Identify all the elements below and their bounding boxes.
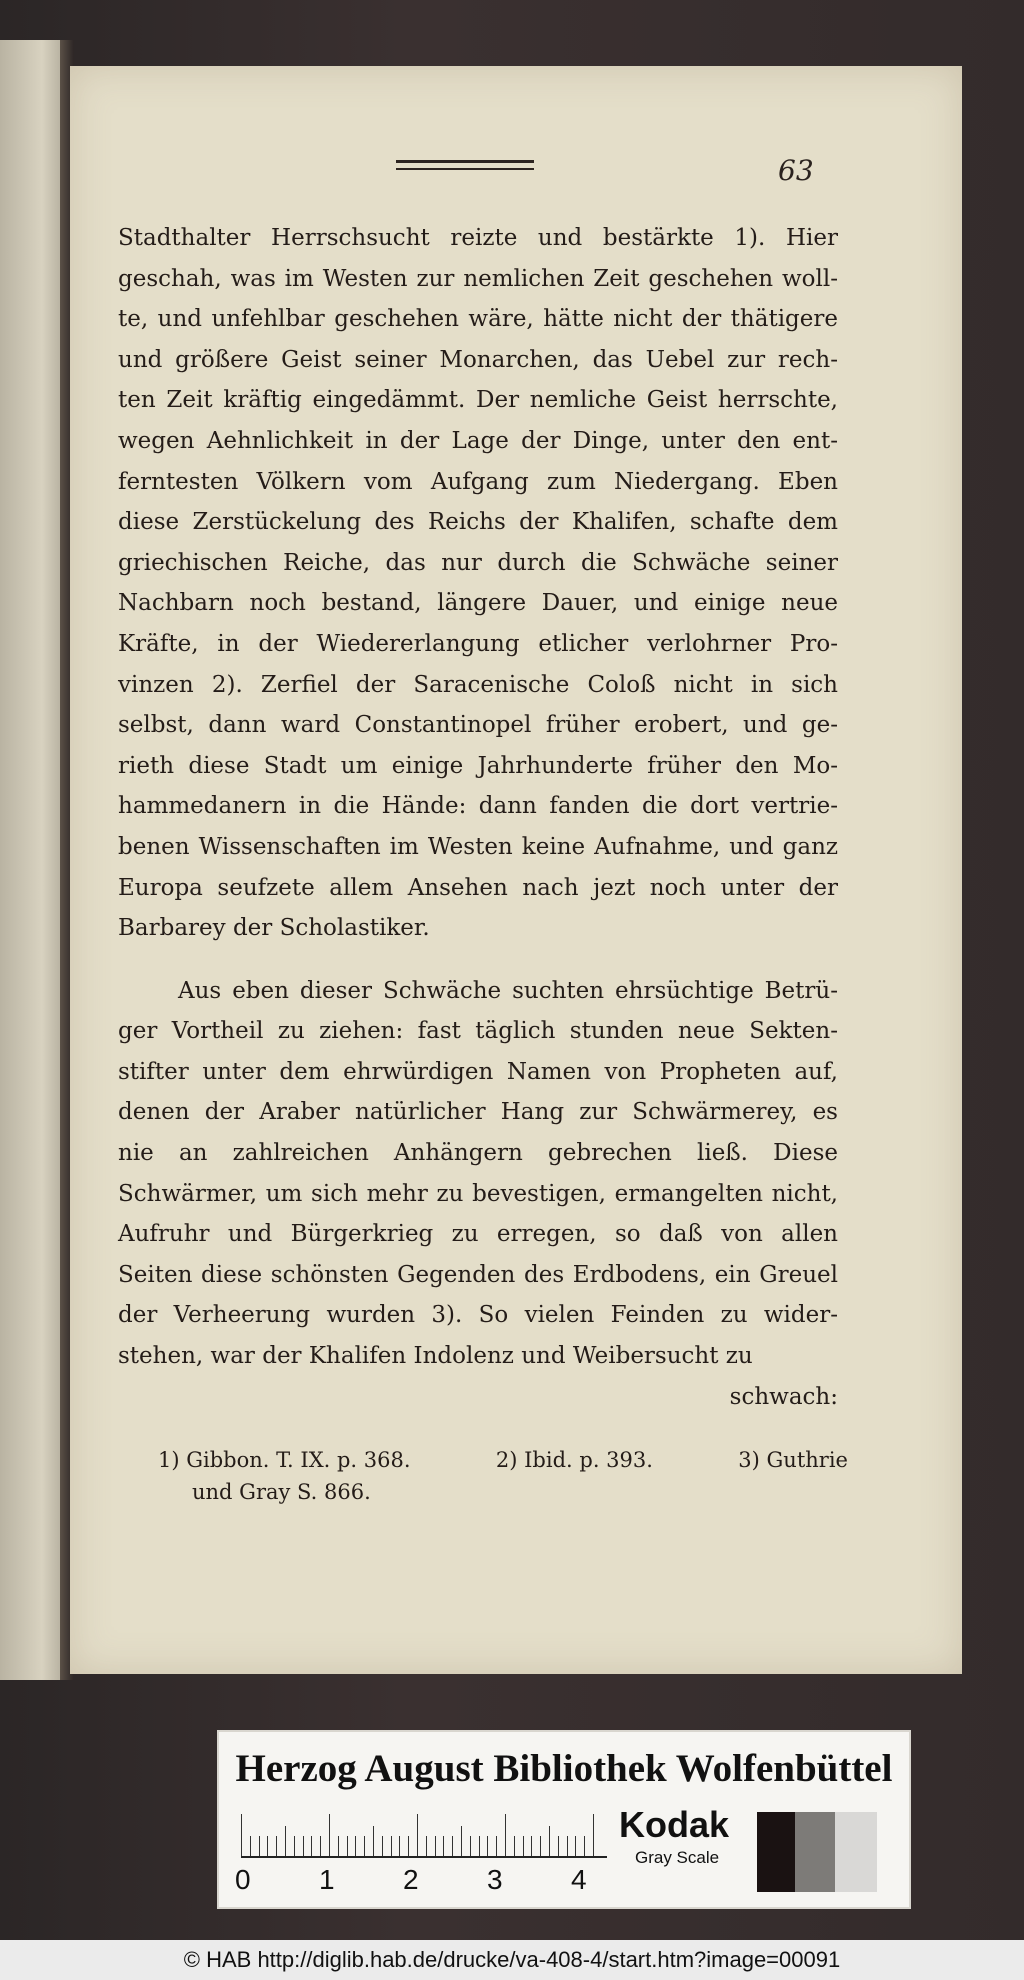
text-line: und größere Geist seiner Monarchen, das Uebel zur rech- [118,346,838,373]
ruler-tick [250,1836,251,1856]
text-line: geschah, was im Westen zur nemlichen Zeit geschehen woll- [118,265,838,292]
text-line: Europa seufzete allem Ansehen nach jezt noch unter der [118,874,838,901]
ruler-tick [338,1836,339,1856]
ruler-tick [426,1836,427,1856]
text-line: griechischen Reiche, das nur durch die Schwäche seiner [118,549,838,576]
ruler-tick [575,1836,576,1856]
text-line: selbst, dann ward Constantinopel früher erobert, und ge- [118,712,838,739]
text-line: Seiten diese schönsten Gegenden des Erdbodens, ein Greuel [118,1261,838,1288]
ruler-tick [443,1836,444,1856]
ruler-tick [311,1836,312,1856]
text-line: ferntesten Völkern vom Aufgang zum Niedergang. Eben [118,468,838,495]
text-line: benen Wissenschaften im Westen keine Aufnahme, und ganz [118,833,838,860]
text-line: stehen, war der Khalifen Indolenz und Weibersucht zu [118,1343,753,1370]
ruler-tick [523,1836,524,1856]
ruler-tick [320,1836,321,1856]
text-line: Schwärmer, um sich mehr zu bevestigen, ermangelten nicht, [118,1180,838,1207]
text-line: ger Vortheil zu ziehen: fast täglich stunden neue Sekten- [118,1018,838,1045]
ruler-tick [285,1826,286,1856]
ruler-tick [329,1814,330,1856]
ruler-label-4: 4 [571,1864,587,1895]
footnote-2: 2) Ibid. p. 393. [495,1448,653,1472]
gray-scale-label: Gray Scale [635,1848,720,1867]
ruler-tick [593,1814,594,1856]
ruler-tick [452,1836,453,1856]
ruler-tick [584,1836,585,1856]
ruler-label-2: 2 [403,1864,419,1895]
footnote-1: 1) Gibbon. T. IX. p. 368. [158,1448,411,1472]
color-calibration-card [217,1730,911,1909]
ruler-tick [487,1836,488,1856]
text-line: te, und unfehlbar geschehen wäre, hätte nicht der thätigere [118,306,838,333]
footnote-3: 3) Guthrie [738,1448,848,1472]
ruler-tick [303,1836,304,1856]
ruler-tick [531,1836,532,1856]
ruler-tick [417,1814,418,1856]
ruler-tick [347,1836,348,1856]
ruler-label-3: 3 [487,1864,503,1895]
scale-ruler [241,1812,607,1858]
text-line: der Verheerung wurden 3). So vielen Feinden zu wider- [118,1302,838,1329]
text-line: vinzen 2). Zerfiel der Saracenische Coloß nicht in sich [118,671,838,698]
text-line: denen der Araber natürlicher Hang zur Schwärmerey, es [118,1099,838,1126]
ruler-tick [505,1814,506,1856]
paragraph-1 [118,218,838,949]
footnote-3-continuation: und Gray S. 866. [192,1480,371,1504]
body-text [118,218,838,1417]
ruler-tick [558,1836,559,1856]
header-rule [396,160,534,170]
text-line: Nachbarn noch bestand, längere Dauer, und einige neue [118,590,838,617]
ruler-tick [470,1836,471,1856]
ruler-tick [514,1836,515,1856]
ruler-label-0: 0 [235,1864,251,1895]
ruler-tick [461,1826,462,1856]
ruler-label-1: 1 [319,1864,335,1895]
text-line: rieth diese Stadt um einige Jahrhunderte früher den Mo- [118,752,838,779]
ruler-tick [373,1826,374,1856]
text-line: wegen Aehnlichkeit in der Lage der Dinge, unter den ent- [118,427,838,454]
ruler-tick [276,1836,277,1856]
ruler-tick [382,1836,383,1856]
kodak-logo: Kodak [619,1804,730,1845]
text-line: Stadthalter Herrschsucht reizte und bestärkte 1). Hier [118,225,838,251]
text-line: stifter unter dem ehrwürdigen Namen von Propheten auf, [118,1058,838,1085]
ruler-tick [364,1836,365,1856]
ruler-tick [267,1836,268,1856]
catchword: schwach: [729,1383,838,1410]
ruler-tick [399,1836,400,1856]
book-page [70,66,962,1674]
source-credit: © HAB http://diglib.hab.de/drucke/va-408-4/start.htm?image=00091 [0,1940,1024,1980]
ruler-tick [259,1836,260,1856]
text-line: Barbarey der Scholastiker. [118,915,430,942]
ruler-tick [567,1836,568,1856]
text-line: diese Zerstückelung des Reichs der Khalifen, schafte dem [118,509,838,536]
ruler-tick [241,1814,242,1856]
ruler-tick [355,1836,356,1856]
text-line: Aufruhr und Bürgerkrieg zu erregen, so daß von allen [118,1221,838,1248]
paragraph-2 [118,971,838,1377]
text-line: nie an zahlreichen Anhängern gebrechen ließ. Diese [118,1140,838,1167]
text-line: Kräfte, in der Wiedererlangung etlicher verlohrner Pro- [118,630,838,657]
text-line: Aus eben dieser Schwäche suchten ehrsüchtige Betrü- [178,977,838,1004]
gray-swatch-mid [795,1812,835,1892]
gray-swatch-dark [757,1812,795,1892]
text-line: hammedanern in die Hände: dann fanden die dort vertrie- [118,793,838,820]
ruler-tick [435,1836,436,1856]
ruler-tick [549,1826,550,1856]
text-line: ten Zeit kräftig eingedämmt. Der nemliche Geist herrschte, [118,387,838,414]
ruler-tick [391,1836,392,1856]
ruler-tick [479,1836,480,1856]
page-number: 63 [778,154,814,187]
footnotes [158,1444,848,1508]
ruler-tick [294,1836,295,1856]
ruler-tick [408,1836,409,1856]
library-name: Herzog August Bibliothek Wolfenbüttel [235,1747,893,1790]
ruler-tick [540,1836,541,1856]
gray-swatch-light [835,1812,877,1892]
ruler-tick [496,1836,497,1856]
